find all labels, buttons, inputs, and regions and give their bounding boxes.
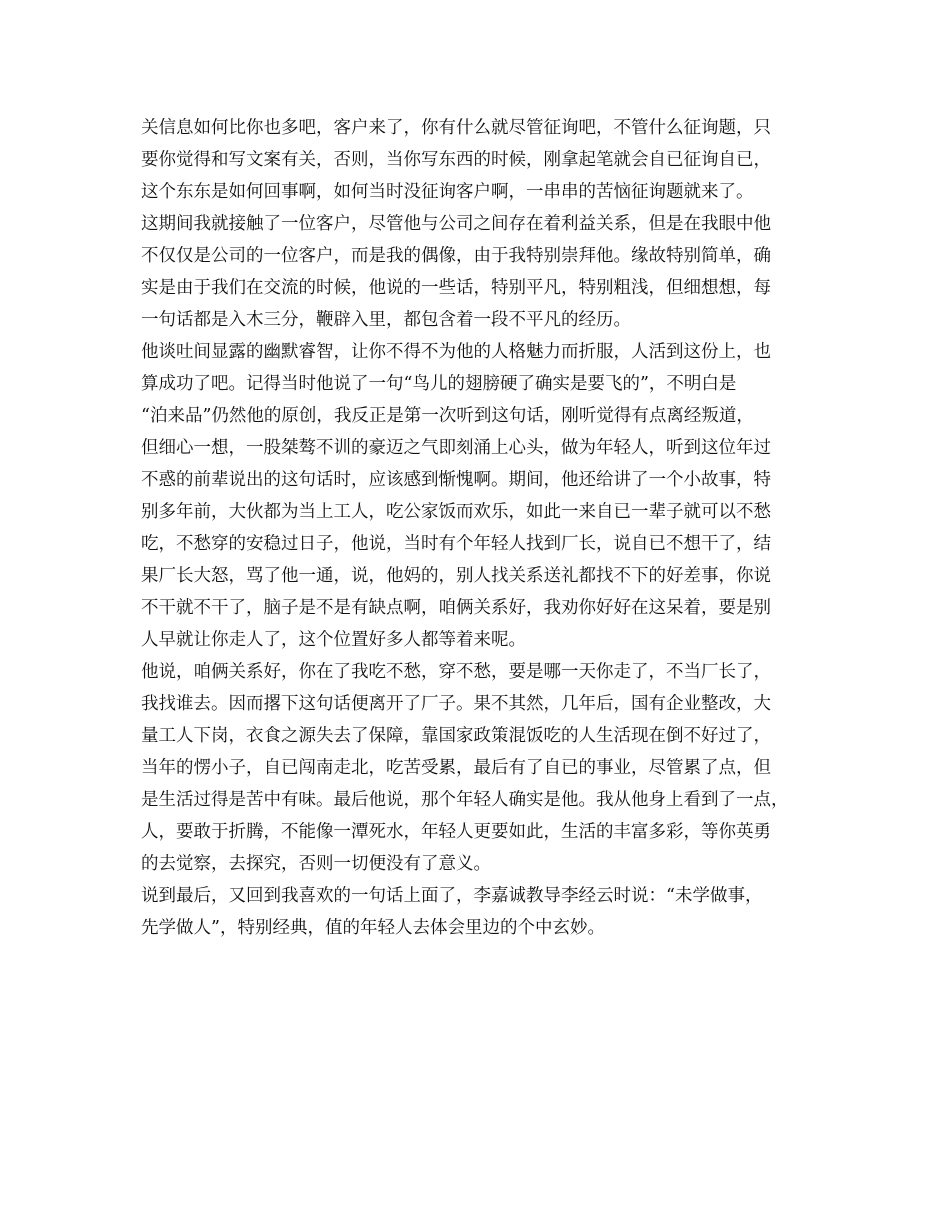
- paragraph-4: [141, 656, 811, 880]
- text-line: 一句话都是入木三分，鞭辟入里，都包含着一段不平凡的经历。: [141, 310, 631, 330]
- text-line: 的去觉察，去探究，否则一切便没有了意义。: [141, 854, 491, 874]
- paragraph-1: [141, 112, 811, 208]
- text-line: 不仅仅是公司的一位客户，而是我的偶像，由于我特别崇拜他。缘故特别简单，确: [141, 246, 771, 266]
- text-line: 关信息如何比你也多吧，客户来了，你有什么就尽管征询吧，不管什么征询题，只: [141, 118, 771, 138]
- text-line: 要你觉得和写文案有关，否则，当你写东西的时候，刚拿起笔就会自已征询自已，: [141, 150, 771, 170]
- text-line: 他说，咱俩关系好，你在了我吃不愁，穿不愁，要是哪一天你走了，不当厂长了，: [141, 662, 771, 682]
- text-line: 人早就让你走人了，这个位置好多人都等着来呢。: [141, 630, 526, 650]
- text-line: 吃，不愁穿的安稳过日子，他说，当时有个年轻人找到厂长，说自已不想干了，结: [141, 534, 771, 554]
- text-line: 但细心一想，一股桀骜不训的豪迈之气即刻涌上心头，做为年轻人，听到这位年过: [141, 438, 771, 458]
- paragraph-3: [141, 336, 811, 656]
- text-line: 这期间我就接触了一位客户，尽管他与公司之间存在着利益关系，但是在我眼中他: [141, 214, 771, 234]
- text-line: 我找谁去。因而撂下这句话便离开了厂子。果不其然，几年后，国有企业整改，大: [141, 694, 771, 714]
- text-line: 是生活过得是苦中有味。最后他说，那个年轻人确实是他。我从他身上看到了一点，: [141, 790, 789, 810]
- text-line: 当年的愣小子，自已闯南走北，吃苦受累，最后有了自已的事业，尽管累了点，但: [141, 758, 771, 778]
- text-line: “泊来品”仍然他的原创，我反正是第一次听到这句话，刚听觉得有点离经叛道，: [141, 406, 754, 426]
- text-line: 这个东东是如何回事啊，如何当时没征询客户啊，一串串的苦恼征询题就来了。: [141, 182, 754, 202]
- text-line: 别多年前，大伙都为当上工人，吃公家饭而欢乐，如此一来自已一辈子就可以不愁: [141, 502, 771, 522]
- text-line: 果厂长大怒，骂了他一通，说，他妈的，别人找关系送礼都找不下的好差事，你说: [141, 566, 771, 586]
- paragraph-5: [141, 880, 811, 944]
- document-body: [141, 112, 811, 944]
- text-line: 人，要敢于折腾，不能像一潭死水，年轻人更要如此，生活的丰富多彩，等你英勇: [141, 822, 771, 842]
- text-line: 不干就不干了，脑子是不是有缺点啊，咱俩关系好，我劝你好好在这呆着，要是别: [141, 598, 771, 618]
- text-line: 他谈吐间显露的幽默睿智，让你不得不为他的人格魅力而折服，人活到这份上，也: [141, 342, 771, 362]
- text-line: 先学做人”，特别经典，值的年轻人去体会里边的个中玄妙。: [141, 918, 605, 938]
- paragraph-2: [141, 208, 811, 336]
- text-line: 不惑的前辈说出的这句话时，应该感到惭愧啊。期间，他还给讲了一个小故事，特: [141, 470, 771, 490]
- text-line: 说到最后，又回到我喜欢的一句话上面了，李嘉诚教导李经云时说：“未学做事，: [141, 886, 763, 906]
- text-line: 算成功了吧。记得当时他说了一句“鸟儿的翅膀硬了确实是要飞的”，不明白是: [141, 374, 737, 394]
- text-line: 量工人下岗，衣食之源失去了保障，靠国家政策混饭吃的人生活现在倒不好过了，: [141, 726, 771, 746]
- text-line: 实是由于我们在交流的时候，他说的一些话，特别平凡，特别粗浅，但细想想，每: [141, 278, 771, 298]
